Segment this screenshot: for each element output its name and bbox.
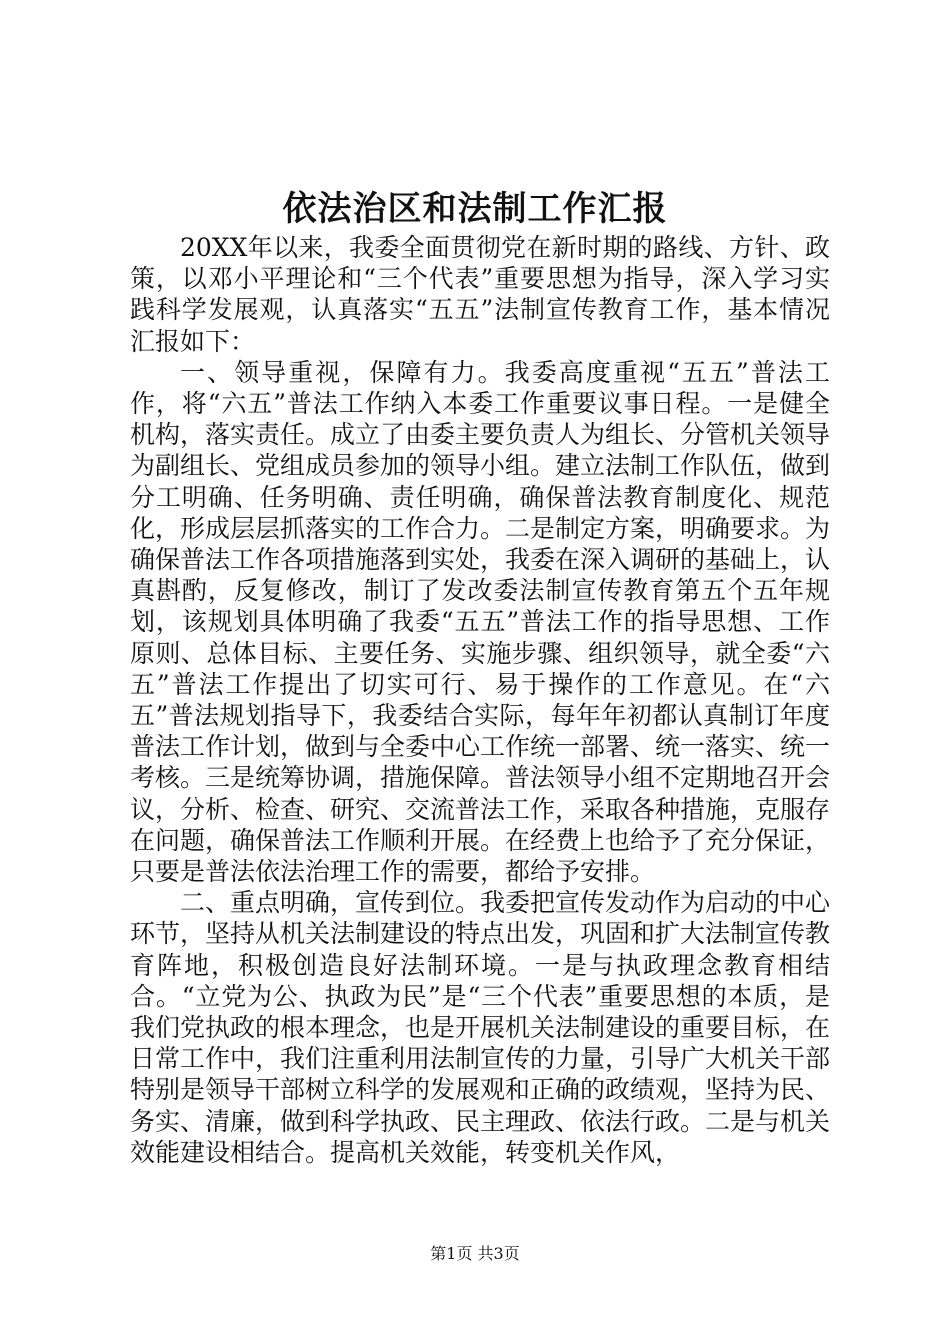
page-footer: 第1页 共3页 (430, 1244, 520, 1263)
paragraph-section-1: 一、领导重视，保障有力。我委高度重视“五五”普法工作，将“六五”普法工作纳入本委工作重要议事日程。一是健全机构，落实责任。成立了由委主要负责人为组长、分管机关领导为副组长、党组成员参加的领导小组。建立法制工作队伍，做到分工明确、任务明确、责任明确，确保普法教育制度化、规范化，形成层层抓落实的工作合力。二是制定方案，明确要求。为确保普法工作各项措施落到实处，我委在深入调研的基础上，认真斟酌，反复修改，制订了发改委法制宣传教育第五个五年规划，该规划具体明确了我委“五五”普法工作的指导思想、工作原则、总体目标、主要任务、实施步骤、组织领导，就全委“六五”普法工作提出了切实可行、易于操作的工作意见。在“六五”普法规划指导下，我委结合实际，每年年初都认真制订年度普法工作计划，做到与全委中心工作统一部署、统一落实、统一考核。三是统筹协调，措施保障。普法领导小组不定期地召开会议，分析、检查、研究、交流普法工作，采取各种措施，克服存在问题，确保普法工作顺利开展。在经费上也给予了充分保证，只要是普法依法治理工作的需要，都给予安排。 (130, 357, 831, 887)
document-body (130, 232, 830, 1168)
document-title: 依法治区和法制工作汇报 (282, 189, 668, 229)
paragraph-intro: 20XX年以来，我委全面贯彻党在新时期的路线、方针、政策，以邓小平理论和“三个代表”重要思想为指导，深入学习实践科学发展观，认真落实“五五”法制宣传教育工作，基本情况汇报如下： (130, 233, 830, 356)
paragraph-section-2: 二、重点明确，宣传到位。我委把宣传发动作为启动的中心环节，坚持从机关法制建设的特点出发，巩固和扩大法制宣传教育阵地，积极创造良好法制环境。一是与执政理念教育相结合。“立党为公、执政为民”是“三个代表”重要思想的本质，是我们党执政的根本理念，也是开展机关法制建设的重要目标，在日常工作中，我们注重利用法制宣传的力量，引导广大机关干部特别是领导干部树立科学的发展观和正确的政绩观，坚持为民、务实、清廉，做到科学执政、民主理政、依法行政。二是与机关效能建设相结合。提高机关效能，转变机关作风， (130, 888, 831, 1167)
